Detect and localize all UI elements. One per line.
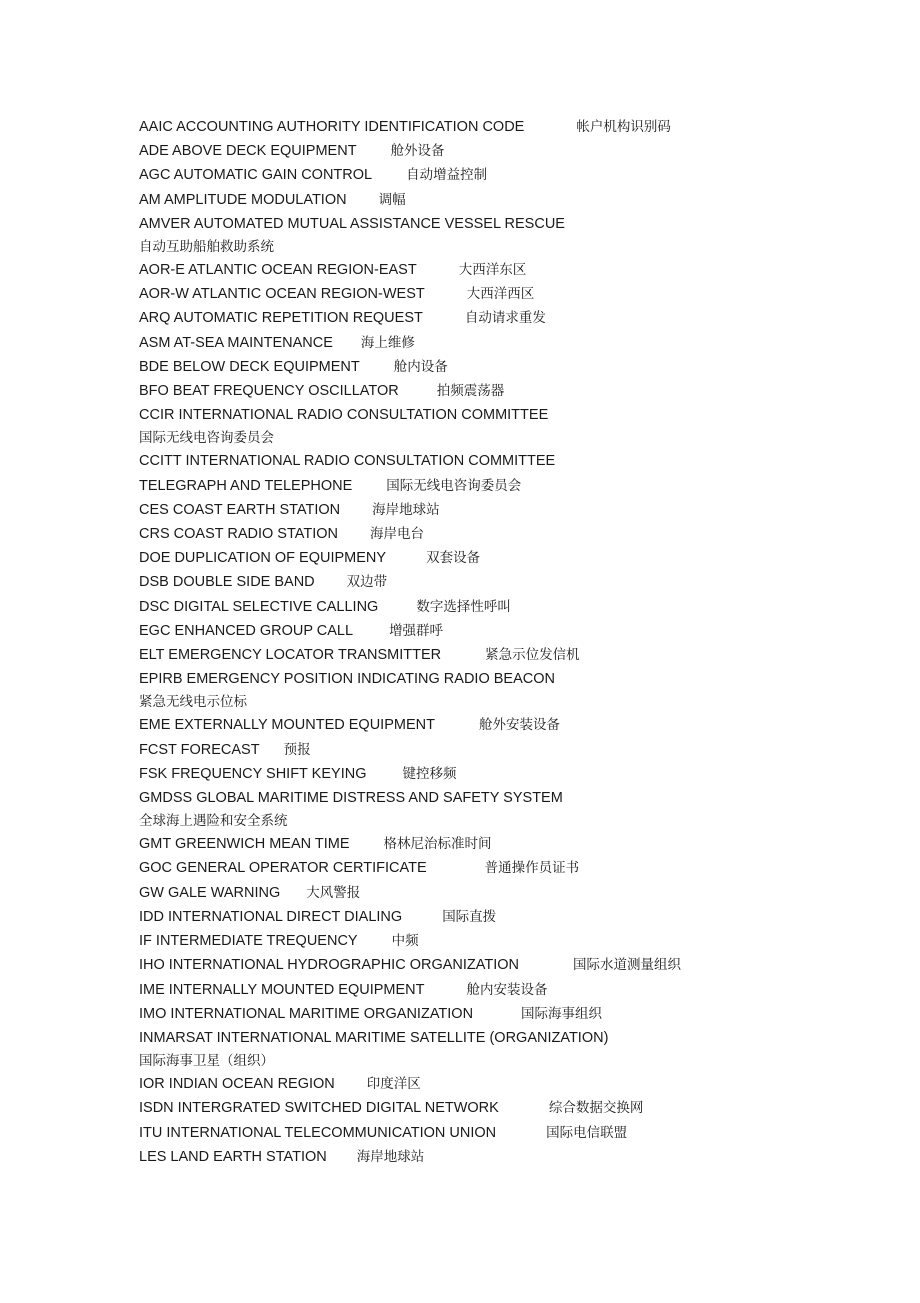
glossary-entry [139, 619, 839, 643]
term-english: LES LAND EARTH STATION [139, 1148, 327, 1165]
term-english: EME EXTERNALLY MOUNTED EQUIPMENT [139, 717, 435, 734]
term-english: IF INTERMEDIATE TREQUENCY [139, 933, 358, 950]
glossary-entry [139, 449, 839, 473]
term-english: BFO BEAT FREQUENCY OSCILLATOR [139, 383, 399, 400]
glossary-entry [139, 1121, 839, 1145]
glossary-entry [139, 306, 839, 330]
term-english: FCST FORECAST [139, 741, 260, 758]
glossary-entry [139, 595, 839, 619]
term-chinese: 国际电信联盟 [546, 1124, 628, 1141]
glossary-entry [139, 258, 839, 282]
term-english: GW GALE WARNING [139, 884, 281, 901]
term-english: ITU INTERNATIONAL TELECOMMUNICATION UNION [139, 1124, 497, 1141]
glossary-entry [139, 474, 839, 498]
glossary-entry [139, 1096, 839, 1120]
term-english: CRS COAST RADIO STATION [139, 526, 338, 543]
term-english: DSB DOUBLE SIDE BAND [139, 574, 315, 591]
term-chinese: 调幅 [378, 191, 406, 208]
term-chinese: 大西洋东区 [458, 262, 527, 279]
term-chinese: 大风警报 [306, 884, 361, 901]
glossary-entry [139, 832, 839, 856]
term-english: IOR INDIAN OCEAN REGION [139, 1076, 335, 1093]
term-english: AOR-W ATLANTIC OCEAN REGION-WEST [139, 286, 425, 303]
term-chinese: 综合数据交换网 [548, 1100, 644, 1117]
term-chinese: 自动请求重发 [464, 310, 546, 327]
glossary-entry [139, 546, 839, 570]
glossary-entry [139, 212, 839, 258]
term-english: CES COAST EARTH STATION [139, 501, 341, 518]
term-english: AMVER AUTOMATED MUTUAL ASSISTANCE VESSEL RESCUE [139, 215, 565, 232]
term-english: GOC GENERAL OPERATOR CERTIFICATE [139, 860, 427, 877]
glossary-entry [139, 331, 839, 355]
term-chinese: 全球海上遇险和安全系统 [139, 813, 288, 830]
term-english: GMT GREENWICH MEAN TIME [139, 836, 350, 853]
term-chinese: 国际无线电咨询委员会 [386, 477, 522, 494]
term-english: GMDSS GLOBAL MARITIME DISTRESS AND SAFETY SYSTEM [139, 790, 563, 807]
glossary-list [139, 115, 839, 1169]
term-chinese: 拍频震荡器 [436, 383, 505, 400]
glossary-entry [139, 1145, 839, 1169]
glossary-entry [139, 188, 839, 212]
term-english: AAIC ACCOUNTING AUTHORITY IDENTIFICATION CODE [139, 119, 525, 135]
glossary-entry [139, 713, 839, 737]
term-english: ISDN INTERGRATED SWITCHED DIGITAL NETWORK [139, 1100, 499, 1117]
term-english: IMO INTERNATIONAL MARITIME ORGANIZATION [139, 1005, 474, 1022]
term-chinese: 双套设备 [426, 550, 481, 567]
glossary-entry [139, 139, 839, 163]
term-english: IHO INTERNATIONAL HYDROGRAPHIC ORGANIZATION [139, 957, 519, 974]
glossary-entry [139, 762, 839, 786]
glossary-entry [139, 379, 839, 403]
term-chinese: 普通操作员证书 [484, 860, 580, 877]
term-english: EGC ENHANCED GROUP CALL [139, 622, 354, 639]
term-english: AOR-E ATLANTIC OCEAN REGION-EAST [139, 262, 417, 279]
term-chinese: 海上维修 [360, 334, 415, 351]
term-chinese: 数字选择性呼叫 [416, 598, 511, 615]
term-english: IME INTERNALLY MOUNTED EQUIPMENT [139, 981, 425, 998]
term-chinese: 增强群呼 [389, 622, 444, 639]
term-english: TELEGRAPH AND TELEPHONE [139, 477, 353, 494]
glossary-entry [139, 738, 839, 762]
term-chinese: 中频 [391, 933, 419, 950]
term-english: FSK FREQUENCY SHIFT KEYING [139, 765, 367, 782]
glossary-entry [139, 1072, 839, 1096]
term-chinese: 大西洋西区 [466, 286, 535, 303]
term-chinese: 舱内设备 [393, 358, 448, 375]
term-chinese: 自动增益控制 [406, 167, 488, 184]
glossary-entry [139, 953, 839, 977]
glossary-entry [139, 667, 839, 713]
term-chinese: 印度洋区 [366, 1076, 421, 1093]
glossary-entry [139, 282, 839, 306]
term-english: AGC AUTOMATIC GAIN CONTROL [139, 167, 373, 184]
glossary-entry [139, 1002, 839, 1026]
term-chinese: 国际海事组织 [521, 1005, 603, 1022]
term-english: BDE BELOW DECK EQUIPMENT [139, 358, 360, 375]
term-chinese: 帐户机构识别码 [576, 119, 671, 135]
glossary-entry [139, 643, 839, 667]
term-english: INMARSAT INTERNATIONAL MARITIME SATELLITE (ORGANIZATION) [139, 1029, 609, 1046]
glossary-entry [139, 856, 839, 880]
term-english: ELT EMERGENCY LOCATOR TRANSMITTER [139, 647, 442, 664]
glossary-entry [139, 929, 839, 953]
term-english: DSC DIGITAL SELECTIVE CALLING [139, 598, 379, 615]
term-chinese: 海岸电台 [370, 526, 424, 543]
glossary-entry [139, 905, 839, 929]
term-chinese: 自动互助船舶救助系统 [139, 239, 274, 256]
glossary-entry [139, 570, 839, 594]
glossary-entry [139, 786, 839, 832]
glossary-entry [139, 403, 839, 449]
term-english: CCIR INTERNATIONAL RADIO CONSULTATION COMMITTEE [139, 407, 549, 424]
term-chinese: 键控移频 [402, 765, 457, 782]
term-chinese: 国际无线电咨询委员会 [139, 430, 274, 447]
term-chinese: 双边带 [346, 574, 388, 591]
glossary-entry [139, 115, 839, 139]
glossary-entry [139, 498, 839, 522]
term-english: EPIRB EMERGENCY POSITION INDICATING RADIO BEACON [139, 671, 555, 688]
term-chinese: 舱外安装设备 [478, 717, 560, 734]
term-chinese: 紧急无线电示位标 [139, 694, 247, 711]
glossary-entry [139, 522, 839, 546]
term-chinese: 海岸地球站 [356, 1148, 425, 1165]
term-english: ARQ AUTOMATIC REPETITION REQUEST [139, 310, 423, 327]
term-chinese: 国际海事卫星（组织） [139, 1053, 274, 1070]
term-english: AM AMPLITUDE MODULATION [139, 191, 347, 208]
glossary-entry [139, 1026, 839, 1072]
term-chinese: 舱内安装设备 [466, 981, 548, 998]
term-chinese: 国际直拨 [442, 908, 497, 925]
term-chinese: 预报 [283, 741, 311, 758]
glossary-entry [139, 978, 839, 1002]
glossary-entry [139, 881, 839, 905]
term-english: DOE DUPLICATION OF EQUIPMENY [139, 550, 387, 567]
term-chinese: 格林尼治标准时间 [383, 836, 492, 853]
term-english: IDD INTERNATIONAL DIRECT DIALING [139, 908, 403, 925]
glossary-entry [139, 163, 839, 187]
term-english: ADE ABOVE DECK EQUIPMENT [139, 143, 357, 160]
term-chinese: 舱外设备 [390, 143, 445, 160]
term-english: ASM AT-SEA MAINTENANCE [139, 334, 333, 351]
term-chinese: 紧急示位发信机 [485, 647, 580, 664]
term-chinese: 海岸地球站 [372, 501, 440, 518]
term-chinese: 国际水道测量组织 [572, 957, 681, 974]
glossary-entry [139, 355, 839, 379]
term-english: CCITT INTERNATIONAL RADIO CONSULTATION COMMITTEE [139, 453, 556, 470]
